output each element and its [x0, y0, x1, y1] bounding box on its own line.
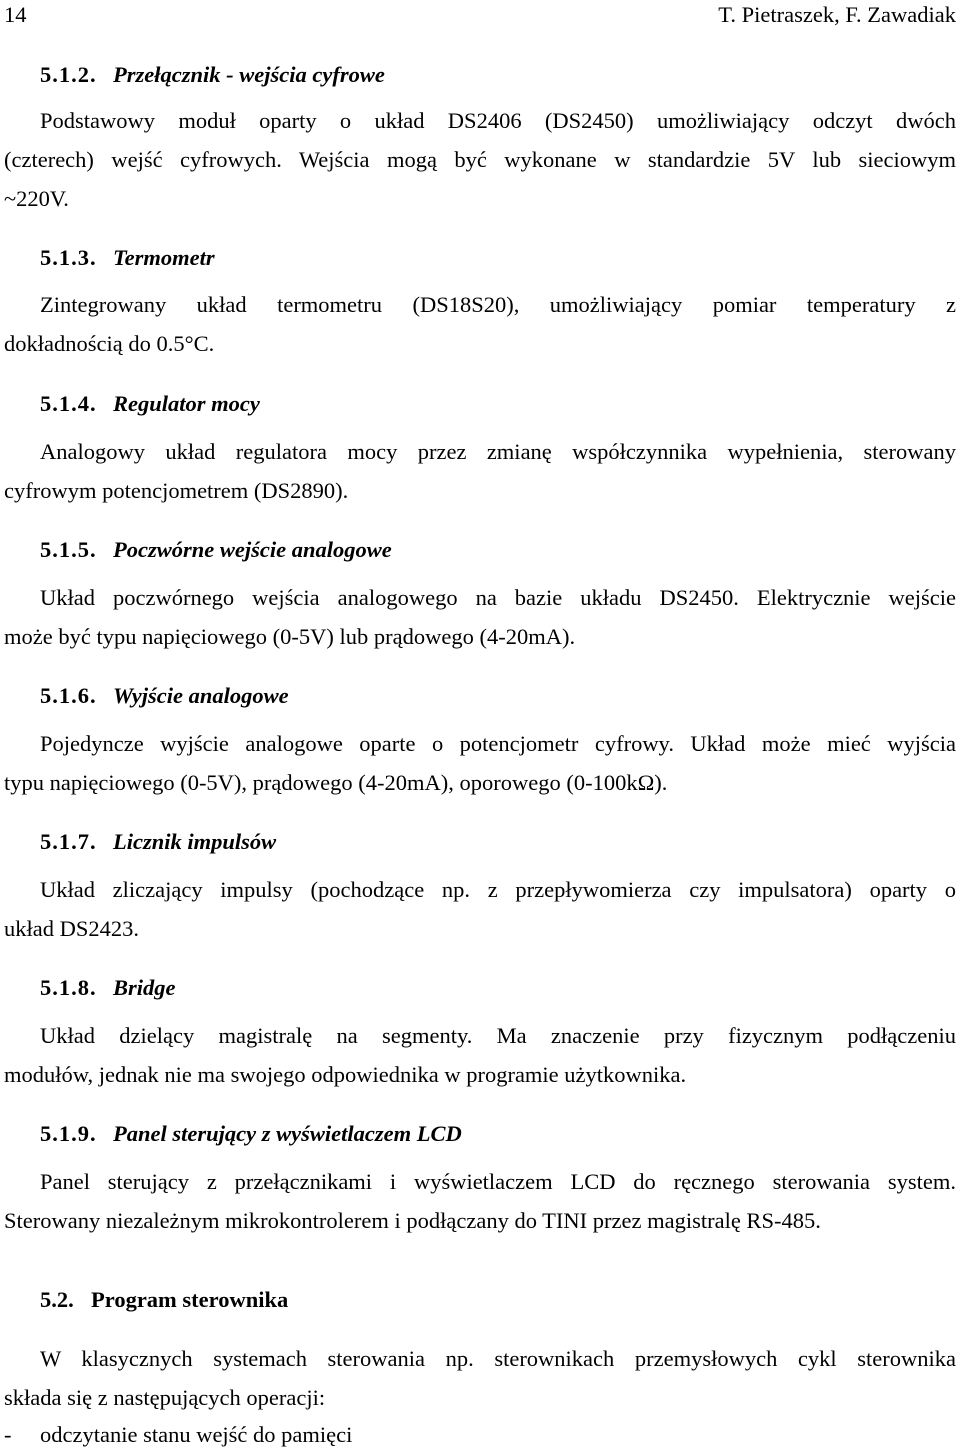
- paragraph-line: cyfrowym potencjometrem (DS2890).: [4, 478, 349, 503]
- section-title: Regulator mocy: [113, 391, 260, 416]
- section-heading-5-1-8: [40, 975, 176, 1001]
- section-heading-5-1-6: [40, 683, 289, 709]
- paragraph-line: W klasycznych systemach sterowania np. sterownikach przemysłowych cykl sterownika: [40, 1346, 956, 1371]
- section-title: Bridge: [113, 975, 176, 1000]
- paragraph-line: może być typu napięciowego (0-5V) lub prądowego (4-20mA).: [4, 624, 576, 649]
- page-number: 14: [4, 2, 27, 27]
- section-heading-5-1-2: [40, 62, 385, 88]
- paragraph-line: Panel sterujący z przełącznikami i wyświetlaczem LCD do ręcznego sterowania system.: [40, 1169, 956, 1194]
- section-heading-5-1-7: [40, 829, 276, 855]
- section-number: 5.2.: [40, 1287, 74, 1312]
- paragraph-line: Układ poczwórnego wejścia analogowego na bazie układu DS2450. Elektrycznie wejście: [40, 585, 956, 610]
- paragraph-line: Podstawowy moduł oparty o układ DS2406 (DS2450) umożliwiający odczyt dwóch: [40, 108, 956, 133]
- section-heading-5-1-9: [40, 1121, 462, 1147]
- section-number: 5.1.9.: [40, 1121, 97, 1146]
- section-title: Przełącznik - wejścia cyfrowe: [113, 62, 385, 87]
- section-title: Licznik impulsów: [113, 829, 277, 854]
- section-heading-5-2: [40, 1287, 288, 1313]
- paragraph-line: (czterech) wejść cyfrowych. Wejścia mogą być wykonane w standardzie 5V lub sieciowym: [4, 147, 956, 172]
- paragraph-line: typu napięciowego (0-5V), prądowego (4-20mA), oporowego (0-100kΩ).: [4, 770, 668, 795]
- section-number: 5.1.4.: [40, 391, 97, 416]
- paragraph-line: Analogowy układ regulatora mocy przez zmianę współczynnika wypełnienia, sterowany: [40, 439, 956, 464]
- paragraph-line: Układ zliczający impulsy (pochodzące np. z przepływomierza czy impulsatora) oparty o: [40, 877, 956, 902]
- section-number: 5.1.6.: [40, 683, 97, 708]
- paragraph-line: modułów, jednak nie ma swojego odpowiednika w programie użytkownika.: [4, 1062, 687, 1087]
- section-number: 5.1.3.: [40, 245, 97, 270]
- paragraph-line: Pojedyncze wyjście analogowe oparte o potencjometr cyfrowy. Układ może mieć wyjścia: [40, 731, 956, 756]
- paragraph-line: Układ dzielący magistralę na segmenty. Ma znaczenie przy fizycznym podłączeniu: [40, 1023, 956, 1048]
- section-number: 5.1.2.: [40, 62, 97, 87]
- paragraph-line: ~220V.: [4, 186, 69, 211]
- list-item-marker: -: [4, 1422, 12, 1447]
- section-title: Wyjście analogowe: [113, 683, 289, 708]
- paragraph-line: Sterowany niezależnym mikrokontrolerem i podłączany do TINI przez magistralę RS-485.: [4, 1208, 821, 1233]
- running-header-authors: T. Pietraszek, F. Zawadiak: [718, 2, 956, 27]
- section-title: Termometr: [113, 245, 215, 270]
- section-number: 5.1.8.: [40, 975, 97, 1000]
- section-number: 5.1.7.: [40, 829, 97, 854]
- section-heading-5-1-5: [40, 537, 392, 563]
- section-heading-5-1-3: [40, 245, 215, 271]
- section-title: Panel sterujący z wyświetlaczem LCD: [113, 1121, 462, 1146]
- section-heading-5-1-4: [40, 391, 260, 417]
- paragraph-line: dokładnością do 0.5°C.: [4, 331, 215, 356]
- section-number: 5.1.5.: [40, 537, 97, 562]
- section-title: Poczwórne wejście analogowe: [113, 537, 392, 562]
- paragraph-line: składa się z następujących operacji:: [4, 1385, 326, 1410]
- paragraph-line: układ DS2423.: [4, 916, 139, 941]
- section-title: Program sterownika: [91, 1287, 289, 1312]
- paragraph-line: Zintegrowany układ termometru (DS18S20), umożliwiający pomiar temperatury z: [40, 292, 956, 317]
- list-item: odczytanie stanu wejść do pamięci: [40, 1422, 353, 1447]
